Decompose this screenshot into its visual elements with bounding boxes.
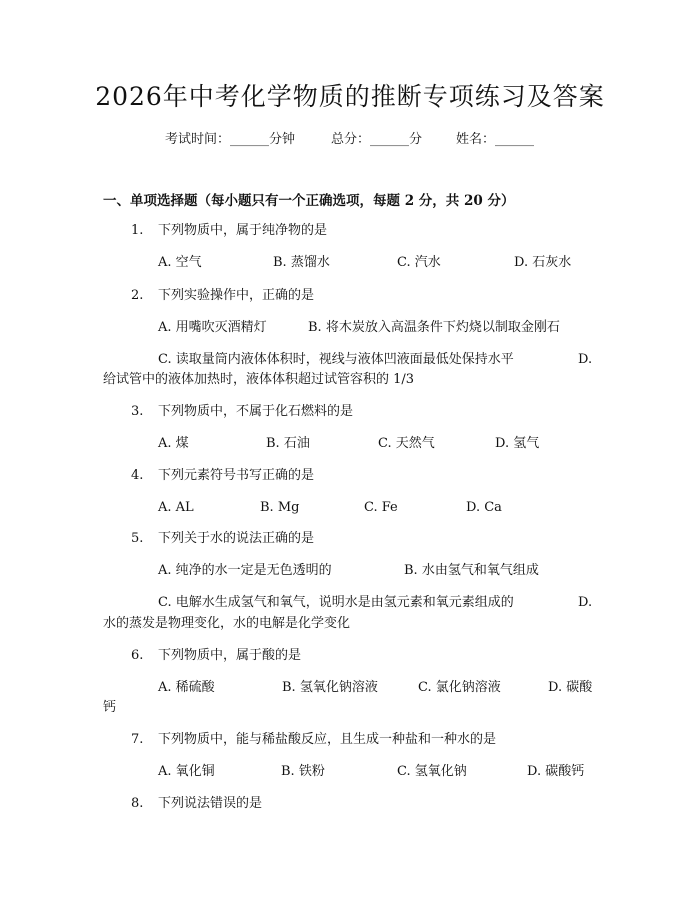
option-a: A. 空气 xyxy=(158,255,202,270)
option-d: D. 石灰水 xyxy=(514,255,572,270)
total-score-field: 总分：______分 xyxy=(331,132,423,147)
question-number: 3. xyxy=(131,404,144,419)
option-c: C. 电解水生成氢气和氧气，说明水是由氢元素和氧元素组成的 xyxy=(158,595,514,610)
option-d-text: 水的蒸发是物理变化，水的电解是化学变化 xyxy=(103,616,351,631)
question-text: 下列元素符号书写正确的是 xyxy=(158,468,315,483)
question-number: 1. xyxy=(131,223,144,238)
option-d: D. Ca xyxy=(466,500,502,515)
option-c: C. 氢氧化钠 xyxy=(397,764,467,779)
option-a: A. AL xyxy=(158,500,194,515)
question-text: 下列关于水的说法正确的是 xyxy=(158,531,315,546)
option-b: B. 铁粉 xyxy=(281,764,325,779)
option-a: A. 稀硫酸 xyxy=(158,680,215,695)
option-a: A. 用嘴吹灭酒精灯 xyxy=(158,320,267,335)
option-b: B. 将木炭放入高温条件下灼烧以制取金刚石 xyxy=(308,320,560,335)
question-number: 5. xyxy=(131,531,144,546)
option-b: B. Mg xyxy=(260,500,300,515)
question-number: 4. xyxy=(131,468,144,483)
option-c: C. 氯化钠溶液 xyxy=(418,680,501,695)
question-text: 下列物质中，能与稀盐酸反应，且生成一种盐和一种水的是 xyxy=(158,732,497,747)
question-text: 下列说法错误的是 xyxy=(158,796,263,811)
section-heading: 一、单项选择题（每小题只有一个正确选项，每题 2 分，共 20 分） xyxy=(103,193,515,209)
question-number: 8. xyxy=(131,796,144,811)
option-b: B. 氢氧化钠溶液 xyxy=(282,680,378,695)
question-text: 下列实验操作中，正确的是 xyxy=(158,288,315,303)
question-text: 下列物质中，属于酸的是 xyxy=(158,648,302,663)
option-a: A. 纯净的水一定是无色透明的 xyxy=(158,563,332,578)
option-c: C. 汽水 xyxy=(397,255,441,270)
option-c: C. Fe xyxy=(364,500,398,515)
option-b: B. 水由氢气和氧气组成 xyxy=(404,563,539,578)
page-title: 2026年中考化学物质的推断专项练习及答案 xyxy=(95,82,605,111)
option-d-label: D. xyxy=(578,595,593,610)
option-c: C. 读取量筒内液体体积时，视线与液体凹液面最低处保持水平 xyxy=(158,352,514,367)
question-number: 6. xyxy=(131,648,144,663)
option-d-text: 给试管中的液体加热时，液体体积超过试管容积的 1/3 xyxy=(103,372,415,387)
option-d-label: D. xyxy=(578,352,593,367)
option-a: A. 氧化铜 xyxy=(158,764,215,779)
option-d: D. 碳酸 xyxy=(548,680,593,695)
question-number: 2. xyxy=(131,288,144,303)
student-name-field: 姓名：______ xyxy=(456,132,535,147)
option-a: A. 煤 xyxy=(158,436,189,451)
question-text: 下列物质中，不属于化石燃料的是 xyxy=(158,404,354,419)
question-number: 7. xyxy=(131,732,144,747)
question-text: 下列物质中，属于纯净物的是 xyxy=(158,223,328,238)
option-d-wrap: 钙 xyxy=(103,700,117,715)
option-c: C. 天然气 xyxy=(378,436,435,451)
exam-time-field: 考试时间：______分钟 xyxy=(165,132,296,147)
option-b: B. 蒸馏水 xyxy=(273,255,330,270)
option-b: B. 石油 xyxy=(266,436,310,451)
option-d: D. 氢气 xyxy=(495,436,540,451)
option-d: D. 碳酸钙 xyxy=(527,764,585,779)
